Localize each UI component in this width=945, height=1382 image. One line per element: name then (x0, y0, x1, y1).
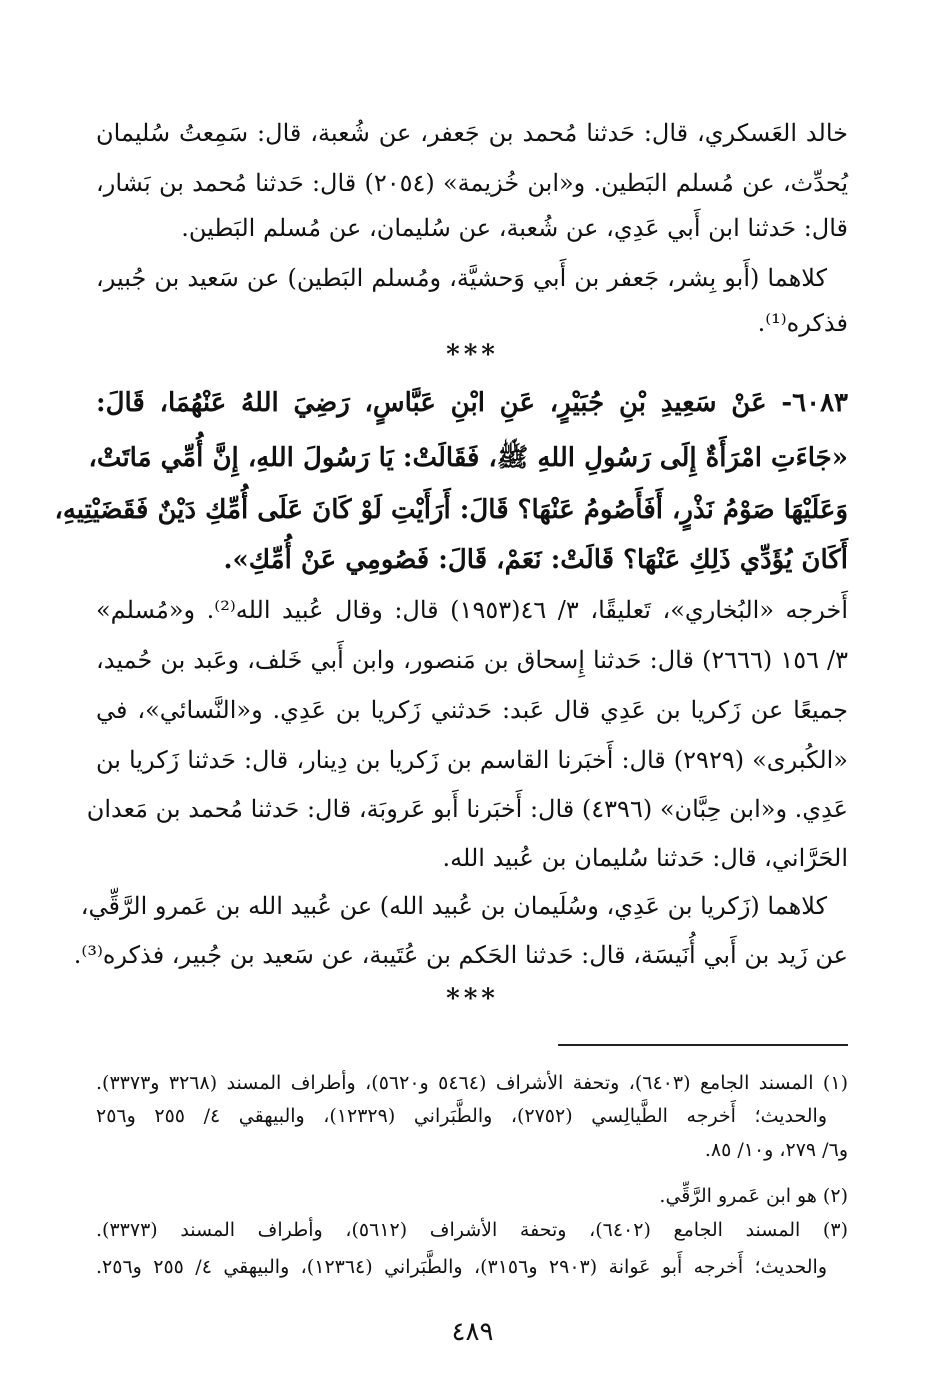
hadith-text-line: «جَاءَتِ امْرَأَةٌ إِلَى رَسُولِ اللهِ ﷺ، فَقَالَتْ: يَا رَسُولَ اللهِ، إِنَّ أُمِّي مَاتَتْ، (88, 443, 848, 473)
footnote-line: (٢) هو ابن عَمرو الرَّقِّي. (659, 1185, 848, 1207)
footnote-line: والحديث؛ أَخرجه الطَّيالِسي (٢٧٥٢)، والطَّبَراني (١٢٣٢٩)، والبيهقي ٤/ ٢٥٥ و٢٥٦ (96, 1105, 827, 1127)
footnote-line: والحديث؛ أَخرجه أَبو عَوانة (٢٩٠٣ و٣١٥٦)، والطَّبَراني (١٢٣٦٤)، والبيهقي ٤/ ٢٥٥ و٢٥٦. (96, 1256, 828, 1278)
page-number: ٤٨٩ (451, 1317, 494, 1347)
body-text-line: كلاهما (زَكريا بن عَدِي، وسُلَيمان بن عُبيد الله) عن عُبيد الله بن عَمرو الرَّقِّي، (80, 892, 827, 920)
body-text-line: جميعًا عن زَكريا بن عَدِي قال عَبد: حَدثني زَكريا بن عَدِي. و«النَّسائي»، في (96, 696, 848, 724)
footnote-line: (١) المسند الجامع (٦٤٠٣)، وتحفة الأشراف (٥٤٦٤ و٥٦٢٠)، وأطراف المسند (٣٢٦٨ و٣٣٧٣). (96, 1072, 848, 1094)
body-text-line: أَخرجه «البُخاري»، تَعليقًا، ٣/ ٤٦(١٩٥٣) قال: وقال عُبيد الله⁽²⁾. و«مُسلم» (96, 596, 848, 624)
body-text-line: فذكره⁽¹⁾. (757, 309, 848, 337)
body-text-line: يُحدِّث، عن مُسلم البَطين. و«ابن خُزيمة» (٢٠٥٤) قال: حَدثنا مُحمد بن بَشار، (96, 169, 848, 197)
body-text-line: عن زَيد بن أَبي أُنَيسَة، قال: حَدثنا الحَكم بن عُتَيبة، عن سَعيد بن جُبير، فذكره⁽³⁾. (73, 941, 848, 969)
body-text-line: الحَرَّاني، قال: حَدثنا سُليمان بن عُبيد الله. (442, 844, 848, 872)
section-separator: *** (446, 340, 499, 370)
footnote-line: و٦/ ٢٧٩، و١٠/ ٨٥. (704, 1139, 848, 1161)
body-text-line: عَدِي. و«ابن حِبَّان» (٤٣٩٦) قال: أَخبَرنا أَبو عَروبَة، قال: حَدثنا مُحمد بن مَعدان (86, 795, 848, 823)
hadith-text-line: وَعَلَيْهَا صَوْمُ نَذْرٍ، أَفَأَصُومُ عَنْهَا؟ قَالَ: أَرَأَيْتِ لَوْ كَانَ عَلَى أُمِّكِ دَيْنٌ فَقَضَيْتِيهِ، (54, 495, 848, 525)
hadith-text-line: ٦٠٨٣- عَنْ سَعِيدِ بْنِ جُبَيْرٍ، عَنِ ابْنِ عَبَّاسٍ، رَضِيَ اللهُ عَنْهُمَا، قَالَ: (96, 388, 848, 418)
section-separator: *** (446, 984, 499, 1014)
body-text-line: «الكُبرى» (٢٩٢٩) قال: أَخبَرنا القاسم بن زَكريا بن دِينار، قال: حَدثنا زَكريا بن (96, 746, 848, 774)
body-text-line: قال: حَدثنا ابن أَبي عَدِي، عن شُعبة، عن سُليمان، عن مُسلم البَطين. (181, 214, 848, 242)
body-text-line: خالد العَسكري، قال: حَدثنا مُحمد بن جَعفر، عن شُعبة، قال: سَمِعتُ سُليمان (96, 119, 848, 147)
body-text-line: ٣/ ١٥٦ (٢٦٦٦) قال: حَدثنا إِسحاق بن مَنصور، وابن أَبي خَلف، وعَبد بن حُميد، (96, 646, 848, 674)
body-text-line: كلاهما (أَبو بِشر، جَعفر بن أَبي وَحشيَّة، ومُسلم البَطين) عن سَعيد بن جُبير، (96, 264, 827, 292)
footnote-line: (٣) المسند الجامع (٦٤٠٢)، وتحفة الأشراف (٥٦١٢)، وأطراف المسند (٣٣٧٣). (96, 1219, 848, 1241)
hadith-text-line: أَكَانَ يُؤَدِّي ذَلِكِ عَنْهَا؟ قَالَتْ: نَعَمْ، قَالَ: فَصُومِي عَنْ أُمِّكِ». (223, 545, 848, 575)
footnote-divider (558, 1044, 848, 1046)
